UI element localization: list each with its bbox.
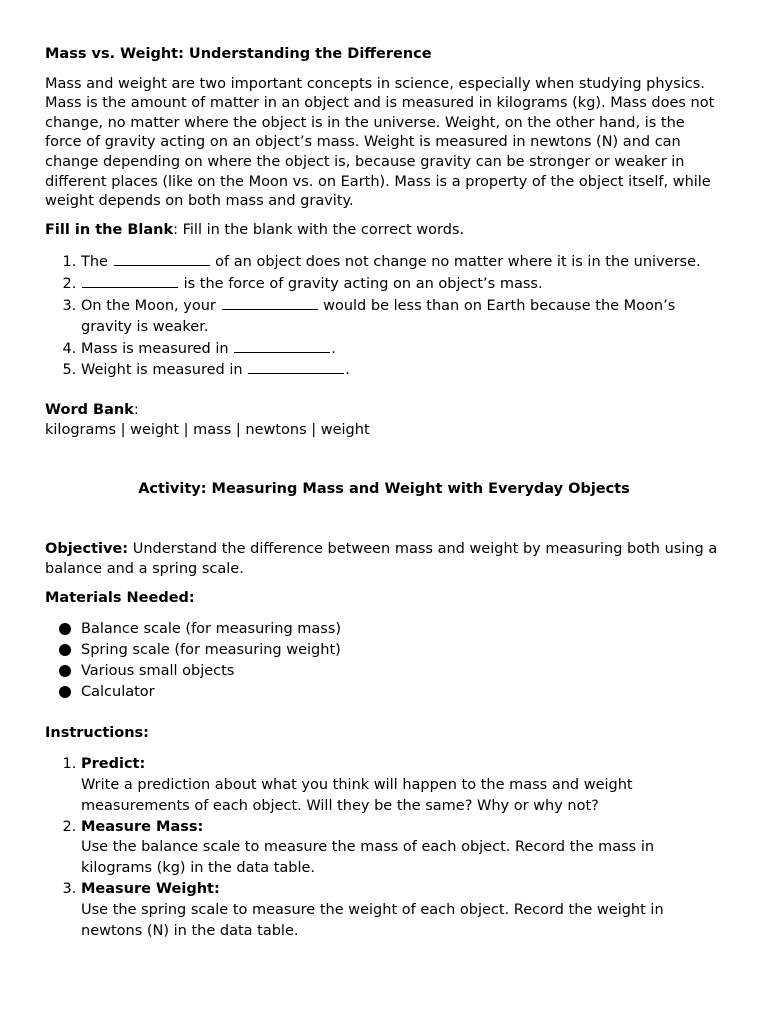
item-text-after: is the force of gravity acting on an object’s mass.: [179, 276, 543, 293]
document-title: Mass vs. Weight: Understanding the Difference: [45, 46, 432, 62]
item-text-after: .: [345, 362, 350, 379]
materials-heading: Materials Needed:: [45, 590, 195, 607]
objective-label: Objective:: [45, 540, 129, 557]
materials-item-text: Spring scale (for measuring weight): [81, 641, 341, 658]
bullet-icon: [59, 665, 71, 677]
materials-item: [59, 619, 723, 640]
word-bank-colon: :: [133, 402, 139, 419]
answer-blank: [248, 359, 344, 374]
word-bank-label: Word Bank: [45, 402, 134, 419]
materials-item: [59, 661, 723, 682]
step-title: 1. Predict:: [81, 756, 146, 773]
materials-item-text: Calculator: [81, 683, 155, 700]
instruction-step: [81, 754, 723, 816]
instruction-step: [81, 817, 723, 879]
fill-in-blank-item: [81, 359, 723, 381]
materials-item-text: Balance scale (for measuring mass): [81, 620, 342, 637]
fill-in-blank-label: Fill in the Blank: [45, 221, 174, 238]
answer-blank: [82, 273, 178, 288]
instructions-heading: Instructions:: [45, 724, 149, 741]
instruction-step: [81, 879, 723, 941]
materials-item-text: Various small objects: [81, 662, 235, 679]
fill-in-blank-heading: [45, 221, 723, 241]
bullet-icon: [59, 644, 71, 656]
fill-in-blank-item: [81, 295, 723, 338]
step-title: 2. Measure Mass:: [81, 818, 204, 835]
fill-in-blank-item: [81, 273, 723, 295]
step-body: Use the spring scale to measure the weight of each object. Record the weight in newtons (N) in the data table.: [81, 901, 664, 939]
item-text-after: of an object does not change no matter where it is in the universe.: [210, 254, 701, 271]
fill-in-blank-item: [81, 251, 723, 273]
item-text-before: On the Moon, your: [81, 297, 221, 314]
item-text-before: Weight is measured in: [81, 362, 248, 379]
bullet-icon: [59, 623, 71, 635]
fill-in-blank-item: [81, 338, 723, 360]
item-text-before: Mass is measured in: [81, 340, 234, 357]
materials-list: [45, 619, 723, 703]
word-bank-heading: [45, 401, 723, 421]
item-text-before: The: [81, 254, 113, 271]
answer-blank: [222, 295, 318, 310]
objective-text: Understand the difference between mass and weight by measuring both using a balance and a spring scale.: [45, 540, 718, 577]
materials-item: [59, 682, 723, 703]
instructions-list: [45, 754, 723, 941]
answer-blank: [114, 251, 210, 266]
answer-blank: [234, 338, 330, 353]
step-body: Use the balance scale to measure the mass of each object. Record the mass in kilograms (kg) in the data table.: [81, 839, 655, 877]
intro-paragraph: Mass and weight are two important concepts in science, especially when studying physics. Mass is the amount of matter in an object and is measured in kilograms (kg). Mass does not change, no matter where the object is in the universe. Weight, on the other hand, is the force of gravity acting on an object’s mass. Weight is measured in newtons (N) and can change depending on where the object is, because gravity can be stronger or weaker in different places (like on the Moon vs. on Earth). Mass is a property of the object itself, while weight depends on both mass and gravity.: [45, 75, 715, 210]
bullet-icon: [59, 686, 71, 698]
activity-title: Activity: Measuring Mass and Weight with Everyday Objects: [138, 481, 630, 498]
word-bank-words: kilograms | weight | mass | newtons | weight: [45, 421, 370, 438]
fill-in-blank-instruction: : Fill in the blank with the correct words.: [173, 221, 465, 238]
materials-item: [59, 640, 723, 661]
item-text-after: would be less than on Earth because the Moon’s gravity is weaker.: [81, 297, 676, 335]
item-text-after: .: [331, 340, 336, 357]
objective-paragraph: [45, 540, 723, 579]
step-body: Write a prediction about what you think will happen to the mass and weight measurements of each object. Will they be the same? Why or why not?: [81, 777, 633, 814]
fill-in-blank-list: [45, 251, 723, 381]
step-title: 3. Measure Weight:: [81, 881, 220, 898]
